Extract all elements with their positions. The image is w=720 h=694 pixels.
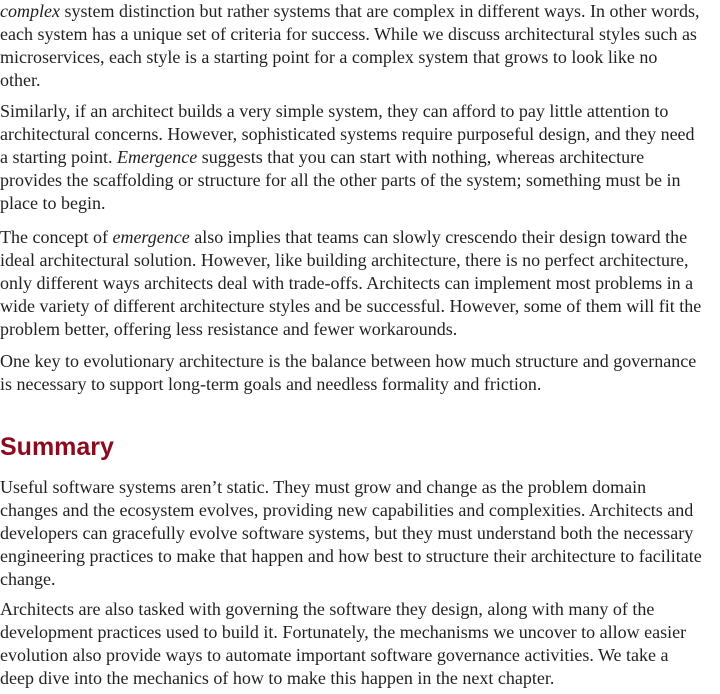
text-line [0,522,720,545]
text-run: wide variety of different architecture styles and be successful. However, some of them will fit the [0,296,702,316]
text-line [0,69,720,92]
text-line [0,0,720,23]
text-run: a starting point. [0,147,117,167]
text-line [0,598,720,621]
text-run: ideal architectural solution. However, like building architecture, there is no perfect architecture, [0,250,689,270]
text-run: system distinction but rather systems that are complex in different ways. In other words, [59,1,700,21]
paragraph-emergence-concept [0,226,720,341]
text-run: change. [0,569,56,589]
text-line [0,350,720,373]
text-run: only different ways architects deal with trade-offs. Architects can implement most problems in a [0,273,694,293]
paragraph-evolutionary-balance [0,350,720,396]
text-line [0,146,720,169]
text-line [0,169,720,192]
text-line [0,46,720,69]
text-line [0,621,720,644]
text-run: One key to evolutionary architecture is the balance between how much structure and governance [0,351,697,371]
text-run: deep dive into the mechanics of how to make this happen in the next chapter. [0,668,555,688]
text-run: each system has a unique set of criteria for success. While we discuss architectural styles such as [0,24,697,44]
text-run: The concept of [0,227,113,247]
text-line [0,272,720,295]
text-line [0,545,720,568]
paragraph-complex-systems [0,0,720,92]
text-line [0,100,720,123]
emphasized-term: complex [0,1,60,21]
text-line [0,499,720,522]
text-run: engineering practices to make that happen and how best to structure their architecture to facilitate [0,546,702,566]
text-run: microservices, each style is a starting point for a complex system that grows to look like no [0,47,658,67]
paragraph-summary-useful-systems [0,476,720,591]
emphasized-term: emergence [112,227,190,247]
text-line [0,249,720,272]
text-run: Useful software systems aren’t static. They must grow and change as the problem domain [0,477,647,497]
text-line [0,373,720,396]
text-run: changes and the ecosystem evolves, providing new capabilities and complexities. Architects and [0,500,694,520]
text-run: place to begin. [0,193,106,213]
text-run: developers can gracefully evolve software systems, but they must understand both the necessary [0,523,694,543]
text-line [0,568,720,591]
text-line [0,192,720,215]
text-run: is necessary to support long-term goals and needless formality and friction. [0,374,542,394]
text-run: provides the scaffolding or structure for all the other parts of the system; something must be in [0,170,681,190]
text-run: architectural concerns. However, sophisticated systems require purposeful design, and they need [0,124,695,144]
text-run: evolution also provide ways to automate important software governance activities. We take a [0,645,669,665]
text-line [0,295,720,318]
text-run: development practices used to build it. Fortunately, the mechanisms we uncover to allow easier [0,622,687,642]
paragraph-simple-system [0,100,720,215]
text-run: problem better, offering less resistance and fewer workarounds. [0,319,458,339]
text-line [0,318,720,341]
emphasized-term: Emergence [116,147,198,167]
text-line [0,644,720,667]
text-line [0,123,720,146]
text-line [0,226,720,249]
text-run: other. [0,70,41,90]
text-run: Architects are also tasked with governing the software they design, along with many of the [0,599,655,619]
section-heading-summary: Summary [0,433,114,461]
text-line [0,476,720,499]
paragraph-summary-governance [0,598,720,690]
text-line [0,23,720,46]
text-run: also implies that teams can slowly crescendo their design toward the [189,227,688,247]
text-run: suggests that you can start with nothing, whereas architecture [197,147,645,167]
text-line [0,667,720,690]
text-run: Similarly, if an architect builds a very simple system, they can afford to pay little attention to [0,101,669,121]
